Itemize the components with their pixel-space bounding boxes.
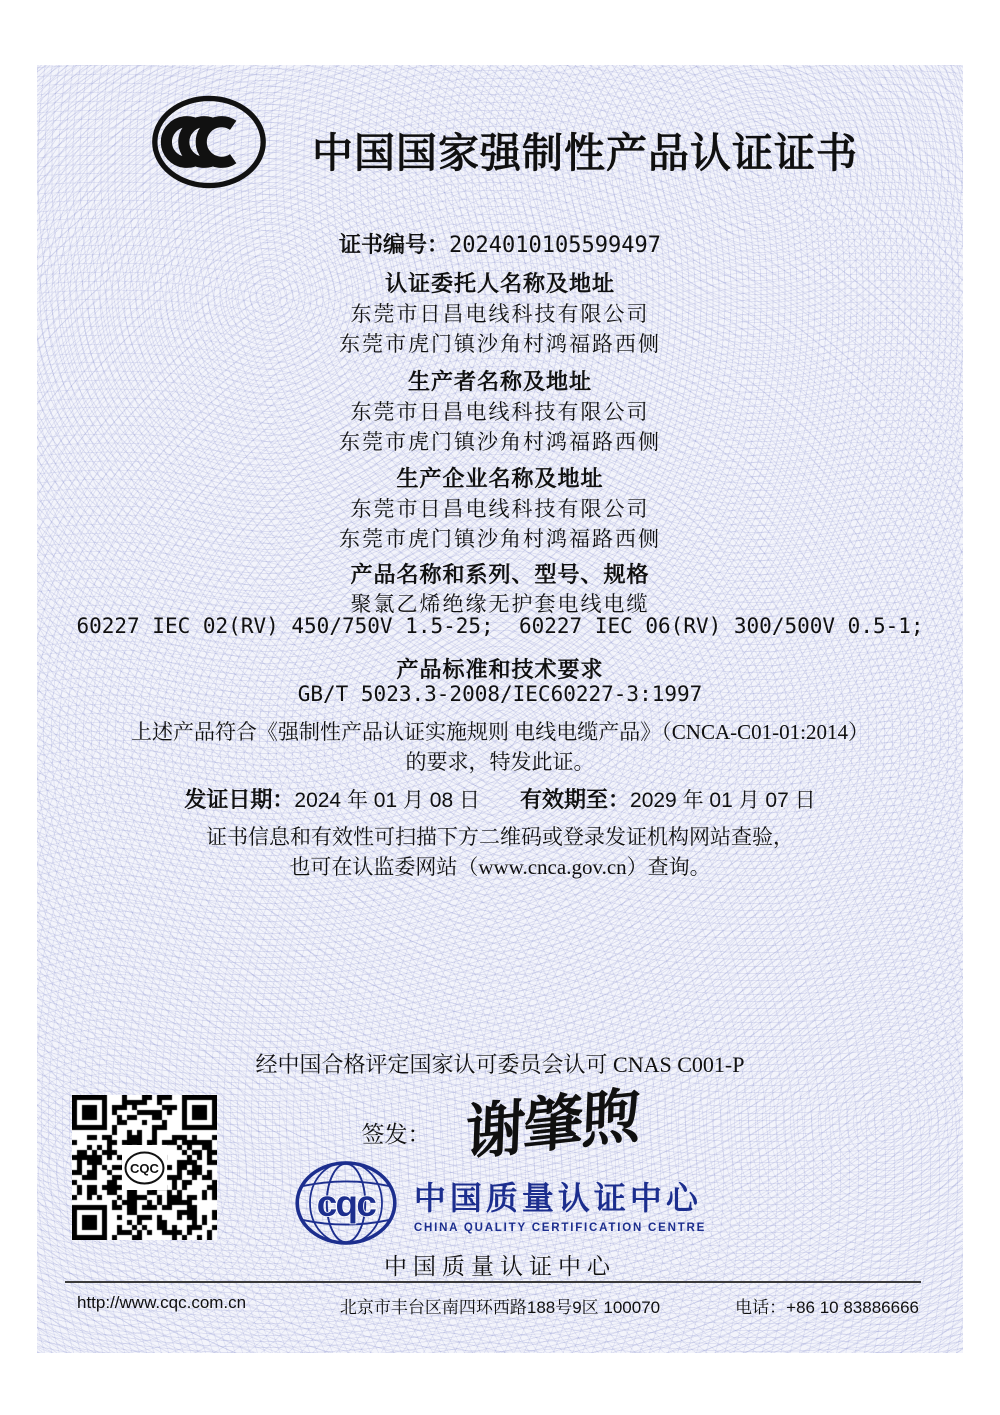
section-factory-heading: 生产企业名称及地址	[396, 466, 604, 491]
statement-line-1: 上述产品符合《强制性产品认证实施规则 电线电缆产品》（CNCA-C01-01:2014）	[131, 720, 869, 744]
applicant-name: 东莞市日昌电线科技有限公司	[350, 302, 650, 326]
issuer-name-cn: 中国质量认证中心	[413, 1179, 702, 1216]
section-product-heading: 产品名称和系列、型号、规格	[350, 562, 650, 587]
issuer-stamp-line: 中国质量认证中心	[384, 1253, 616, 1279]
certificate-number-value: 2024010105599497	[449, 233, 661, 258]
issuer-name-block	[414, 1173, 706, 1234]
section-producer-heading: 生产者名称及地址	[407, 369, 592, 394]
certificate-number-label: 证书编号：	[339, 232, 450, 257]
footer-divider	[65, 1281, 921, 1283]
footer-website: http://www.cqc.com.cn	[77, 1293, 247, 1312]
svg-text:CQC: CQC	[130, 1160, 159, 1176]
issue-date-group	[184, 783, 480, 814]
accreditation-line: 经中国合格评定国家认可委员会认可 CNAS C001-P	[255, 1052, 745, 1077]
applicant-address: 东莞市虎门镇沙角村鸿福路西侧	[339, 332, 661, 356]
issuer-logo-row	[37, 1160, 963, 1246]
producer-name: 东莞市日昌电线科技有限公司	[350, 400, 650, 424]
factory-address: 东莞市虎门镇沙角村鸿福路西侧	[339, 527, 661, 551]
issue-date-label: 发证日期：	[184, 787, 295, 812]
signature-handwriting: 谢肇煦	[464, 1082, 640, 1168]
verify-line-1: 证书信息和有效性可扫描下方二维码或登录发证机构网站查验，	[206, 825, 794, 849]
valid-until-group	[520, 783, 816, 814]
footer-phone: 电话：+86 10 83886666	[735, 1298, 919, 1317]
dates-row	[37, 783, 963, 814]
issuer-name-en: CHINA QUALITY CERTIFICATION CENTRE	[413, 1221, 707, 1234]
factory-name: 东莞市日昌电线科技有限公司	[350, 497, 650, 521]
footer-address: 北京市丰台区南四环西路188号9区 100070	[339, 1298, 661, 1317]
page-title: 中国国家强制性产品认证证书	[312, 130, 858, 176]
ccc-mark-icon	[149, 93, 269, 191]
producer-address: 东莞市虎门镇沙角村鸿福路西侧	[339, 430, 661, 454]
guilloche-background	[37, 65, 963, 1353]
valid-until-label: 有效期至：	[520, 787, 631, 812]
sign-label: 签发：	[361, 1121, 431, 1147]
certificate-number-line	[37, 228, 963, 259]
statement-line-2: 的要求，特发此证。	[405, 750, 595, 774]
product-name: 聚氯乙烯绝缘无护套电线电缆	[350, 592, 650, 616]
svg-text:cqc: cqc	[316, 1182, 376, 1224]
valid-until-value: 2029 年 01 月 07 日	[630, 789, 816, 812]
issue-date-value: 2024 年 01 月 08 日	[294, 789, 480, 812]
section-applicant-heading: 认证委托人名称及地址	[384, 271, 615, 296]
section-standard-heading: 产品标准和技术要求	[396, 657, 604, 682]
product-models: 60227 IEC 02(RV) 450/750V 1.5-25; 60227 IEC 06(RV) 300/500V 0.5-1;	[76, 614, 924, 638]
standard-value: GB/T 5023.3-2008/IEC60227-3:1997	[297, 682, 703, 706]
verify-line-2: 也可在认监委网站（www.cnca.gov.cn）查询。	[289, 855, 711, 879]
cqc-globe-icon	[294, 1160, 398, 1246]
